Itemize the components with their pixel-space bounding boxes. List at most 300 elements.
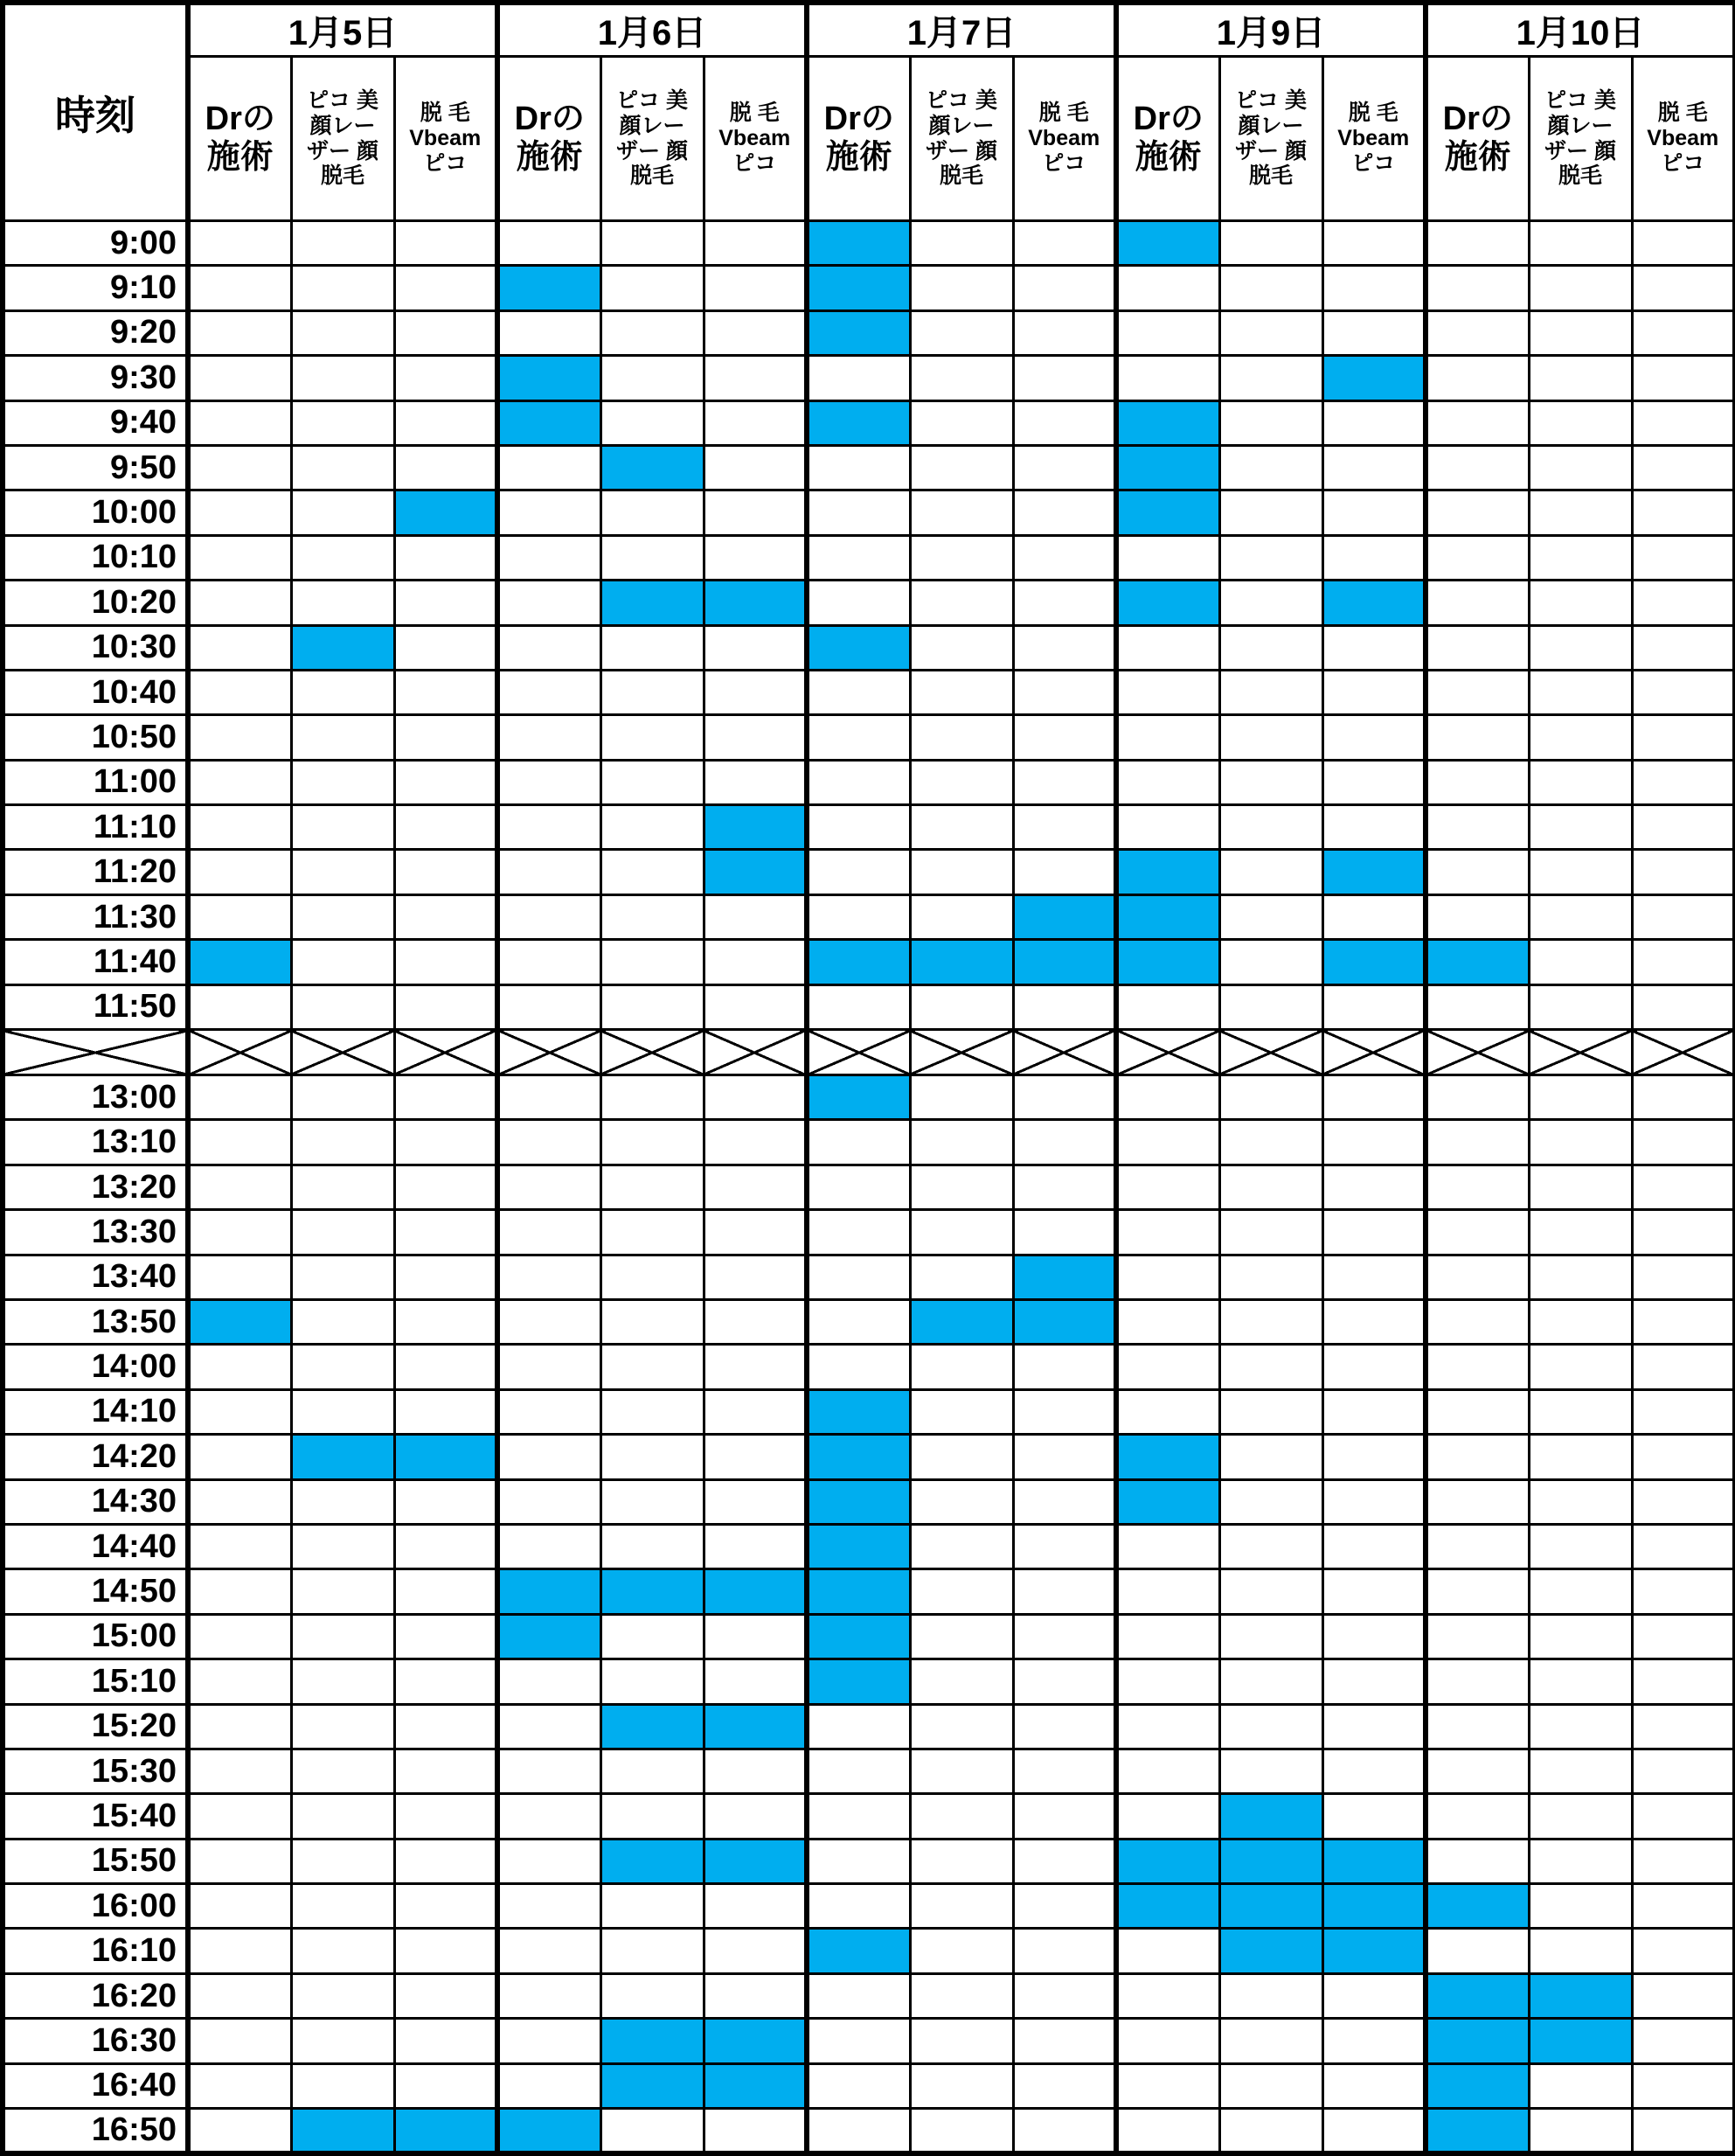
free-slot [910,535,1013,580]
booked-slot [291,2109,394,2153]
time-row [3,894,1735,939]
free-slot [497,490,600,535]
free-slot [1426,625,1529,670]
free-slot [1322,2019,1426,2063]
free-slot [1322,1255,1426,1299]
date-header: 1月9日 [1116,3,1426,57]
free-slot [1322,445,1426,490]
time-row [3,490,1735,535]
free-slot [1116,1389,1219,1434]
free-slot [1013,1479,1116,1524]
doctor-treatment-header [1426,57,1529,221]
free-slot [1426,760,1529,804]
free-slot [1632,1973,1735,2018]
free-slot [188,805,291,850]
header-text-line: Drの [823,100,894,137]
booked-slot [704,805,807,850]
free-slot [291,1075,394,1120]
free-slot [1426,221,1529,266]
booked-slot [704,2063,807,2108]
free-slot [1426,266,1529,310]
time-label: 15:20 [3,1704,188,1749]
booked-slot [1529,2019,1632,2063]
booked-slot [497,1614,600,1659]
free-slot [1322,1569,1426,1614]
time-label: 16:00 [3,1884,188,1929]
hair-removal-vbeam-header [704,57,807,221]
free-slot [497,760,600,804]
free-slot [600,1299,704,1344]
free-slot [1529,2109,1632,2153]
booked-slot [1426,2063,1529,2108]
time-label: 10:20 [3,581,188,625]
free-slot [1116,535,1219,580]
free-slot [1322,1659,1426,1704]
free-slot [1529,266,1632,310]
free-slot [910,984,1013,1029]
free-slot [600,310,704,355]
free-slot [394,310,497,355]
free-slot [1529,670,1632,714]
free-slot [1219,1569,1322,1614]
free-slot [394,1794,497,1839]
free-slot [188,356,291,400]
header-text-line: Vbeam [409,126,482,151]
free-slot [188,266,291,310]
free-slot [497,1165,600,1209]
free-slot [291,356,394,400]
free-slot [1426,670,1529,714]
crossed-out-cell [1116,1030,1219,1075]
time-row [3,2019,1735,2063]
free-slot [1426,1569,1529,1614]
free-slot [1529,400,1632,445]
booked-slot [600,2019,704,2063]
booked-slot [1426,2019,1529,2063]
free-slot [1529,535,1632,580]
free-slot [1013,445,1116,490]
free-slot [497,670,600,714]
free-slot [497,1704,600,1749]
time-row [3,1299,1735,1344]
free-slot [1529,984,1632,1029]
free-slot [1529,1120,1632,1165]
free-slot [1529,1479,1632,1524]
free-slot [1116,2063,1219,2108]
free-slot [188,1884,291,1929]
free-slot [1632,1435,1735,1479]
free-slot [704,1749,807,1793]
free-slot [188,2109,291,2153]
booked-slot [807,940,910,984]
free-slot [291,1524,394,1568]
treatment-header-row [3,57,1735,221]
hair-removal-vbeam-header [1322,57,1426,221]
free-slot [1632,1479,1735,1524]
free-slot [1013,221,1116,266]
free-slot [704,1165,807,1209]
booked-slot [807,1659,910,1704]
free-slot [1219,1524,1322,1568]
free-slot [291,535,394,580]
free-slot [394,266,497,310]
free-slot [497,1479,600,1524]
booked-slot [1116,850,1219,894]
free-slot [1013,625,1116,670]
free-slot [1219,1614,1322,1659]
free-slot [1013,356,1116,400]
free-slot [1426,1120,1529,1165]
free-slot [1219,1299,1322,1344]
free-slot [600,490,704,535]
free-slot [704,535,807,580]
free-slot [291,805,394,850]
free-slot [1219,490,1322,535]
free-slot [394,670,497,714]
free-slot [291,1345,394,1389]
time-row [3,760,1735,804]
free-slot [394,1165,497,1209]
time-row [3,940,1735,984]
free-slot [1632,625,1735,670]
free-slot [910,221,1013,266]
free-slot [807,1120,910,1165]
free-slot [188,715,291,760]
free-slot [704,2109,807,2153]
free-slot [600,1389,704,1434]
pico-facial-laser-header [910,57,1013,221]
free-slot [704,310,807,355]
free-slot [1632,1120,1735,1165]
free-slot [291,670,394,714]
free-slot [1013,1839,1116,1883]
free-slot [1426,581,1529,625]
free-slot [497,1884,600,1929]
doctor-treatment-header [497,57,600,221]
free-slot [704,445,807,490]
free-slot [394,940,497,984]
time-label: 10:00 [3,490,188,535]
free-slot [291,490,394,535]
time-label: 13:30 [3,1210,188,1255]
free-slot [1529,1839,1632,1883]
free-slot [1322,760,1426,804]
free-slot [600,1749,704,1793]
free-slot [807,1345,910,1389]
free-slot [1013,1704,1116,1749]
free-slot [1219,2063,1322,2108]
time-row [3,1479,1735,1524]
free-slot [394,535,497,580]
free-slot [1322,1749,1426,1793]
free-slot [910,2063,1013,2108]
free-slot [704,1929,807,1973]
time-label: 13:50 [3,1299,188,1344]
free-slot [910,1435,1013,1479]
free-slot [394,1255,497,1299]
time-label: 14:50 [3,1569,188,1614]
time-label: 10:30 [3,625,188,670]
header-text-line: Drの [205,100,275,137]
free-slot [394,400,497,445]
free-slot [1013,1794,1116,1839]
time-label: 10:10 [3,535,188,580]
booked-slot [807,1389,910,1434]
header-text-line: ザー 顔 [1544,138,1616,163]
time-label: 11:00 [3,760,188,804]
free-slot [188,445,291,490]
free-slot [1219,1120,1322,1165]
free-slot [1322,1524,1426,1568]
free-slot [1013,1614,1116,1659]
time-row [3,1120,1735,1165]
free-slot [1426,400,1529,445]
free-slot [291,581,394,625]
free-slot [807,535,910,580]
free-slot [704,1210,807,1255]
free-slot [910,1659,1013,1704]
free-slot [704,1479,807,1524]
free-slot [1426,1075,1529,1120]
booked-slot [600,581,704,625]
free-slot [188,1255,291,1299]
hair-removal-vbeam-header [1013,57,1116,221]
free-slot [1426,445,1529,490]
free-slot [394,984,497,1029]
free-slot [1632,1524,1735,1568]
free-slot [1116,1120,1219,1165]
booked-slot [807,1435,910,1479]
free-slot [1632,356,1735,400]
free-slot [807,715,910,760]
free-slot [291,1839,394,1883]
time-row [3,400,1735,445]
header-text-line: 脱 毛 [1038,101,1089,126]
free-slot [1322,221,1426,266]
free-slot [1219,310,1322,355]
header-text-line: ピコ 美 [616,88,688,113]
free-slot [1632,1794,1735,1839]
free-slot [1632,1884,1735,1929]
free-slot [1426,1299,1529,1344]
free-slot [1219,581,1322,625]
free-slot [1219,625,1322,670]
booked-slot [1322,850,1426,894]
booked-slot [1322,356,1426,400]
free-slot [1632,490,1735,535]
time-label: 9:00 [3,221,188,266]
free-slot [394,1389,497,1434]
free-slot [910,1704,1013,1749]
free-slot [188,2019,291,2063]
free-slot [1632,670,1735,714]
time-row [3,445,1735,490]
free-slot [497,535,600,580]
time-label: 11:10 [3,805,188,850]
free-slot [1219,2109,1322,2153]
free-slot [1219,760,1322,804]
time-row [3,805,1735,850]
free-slot [910,356,1013,400]
free-slot [1632,2109,1735,2153]
free-slot [1013,1973,1116,2018]
free-slot [600,266,704,310]
free-slot [1529,310,1632,355]
free-slot [807,984,910,1029]
free-slot [1116,1659,1219,1704]
booked-slot [1322,1929,1426,1973]
free-slot [1632,760,1735,804]
free-slot [394,894,497,939]
time-label: 9:40 [3,400,188,445]
free-slot [910,1929,1013,1973]
free-slot [1116,1614,1219,1659]
booked-slot [1426,2109,1529,2153]
free-slot [1632,2063,1735,2108]
free-slot [1013,1389,1116,1434]
free-slot [1426,1614,1529,1659]
free-slot [497,1794,600,1839]
free-slot [1219,1389,1322,1434]
free-slot [704,1524,807,1568]
free-slot [1013,2109,1116,2153]
free-slot [1632,1389,1735,1434]
free-slot [497,1524,600,1568]
time-label: 14:00 [3,1345,188,1389]
free-slot [394,1614,497,1659]
free-slot [807,1884,910,1929]
free-slot [394,1299,497,1344]
free-slot [1529,760,1632,804]
booked-slot [1116,1839,1219,1883]
free-slot [1632,400,1735,445]
crossed-out-cell [1632,1030,1735,1075]
free-slot [910,266,1013,310]
free-slot [291,1255,394,1299]
time-row [3,2063,1735,2108]
free-slot [1322,1389,1426,1434]
time-row [3,1345,1735,1389]
free-slot [1013,805,1116,850]
free-slot [1632,266,1735,310]
free-slot [497,1749,600,1793]
free-slot [497,850,600,894]
free-slot [1529,1569,1632,1614]
free-slot [1219,1075,1322,1120]
free-slot [910,445,1013,490]
free-slot [1219,1659,1322,1704]
booked-slot [497,2109,600,2153]
free-slot [1632,445,1735,490]
free-slot [1426,310,1529,355]
free-slot [1013,984,1116,1029]
free-slot [1116,984,1219,1029]
free-slot [291,2063,394,2108]
free-slot [910,1884,1013,1929]
crossed-out-cell [1529,1030,1632,1075]
free-slot [291,1704,394,1749]
free-slot [1116,760,1219,804]
free-slot [1426,1659,1529,1704]
time-row [3,356,1735,400]
time-label: 9:10 [3,266,188,310]
free-slot [188,1435,291,1479]
booked-slot [1116,445,1219,490]
crossed-out-cell [188,1030,291,1075]
free-slot [1322,1704,1426,1749]
doctor-treatment-header [1116,57,1219,221]
free-slot [291,940,394,984]
free-slot [1322,670,1426,714]
free-slot [1322,2109,1426,2153]
free-slot [1632,1210,1735,1255]
time-row [3,625,1735,670]
header-text-line: 顔レー [1238,113,1304,138]
header-text-line: ザー 顔 [1235,138,1307,163]
booked-slot [1116,1884,1219,1929]
header-text-line: ピコ 美 [1544,88,1616,113]
free-slot [188,850,291,894]
header-text-line: 顔レー [619,113,685,138]
free-slot [807,850,910,894]
free-slot [291,400,394,445]
booked-slot [1116,894,1219,939]
free-slot [291,1165,394,1209]
free-slot [1632,894,1735,939]
free-slot [1529,1704,1632,1749]
pico-facial-laser-header [1219,57,1322,221]
free-slot [600,625,704,670]
free-slot [910,490,1013,535]
free-slot [1013,1569,1116,1614]
free-slot [1632,1659,1735,1704]
free-slot [1013,1345,1116,1389]
free-slot [704,984,807,1029]
time-row [3,984,1735,1029]
free-slot [600,1929,704,1973]
free-slot [291,1794,394,1839]
free-slot [1632,1704,1735,1749]
header-text-line: 脱 毛 [1657,101,1708,126]
free-slot [188,490,291,535]
free-slot [188,670,291,714]
time-label: 11:50 [3,984,188,1029]
free-slot [910,715,1013,760]
free-slot [1116,2019,1219,2063]
pico-facial-laser-header [600,57,704,221]
free-slot [1322,1165,1426,1209]
free-slot [704,266,807,310]
free-slot [394,2063,497,2108]
free-slot [910,1749,1013,1793]
time-label: 16:10 [3,1929,188,1973]
free-slot [1322,715,1426,760]
booked-slot [704,581,807,625]
free-slot [704,670,807,714]
free-slot [600,984,704,1029]
free-slot [704,1255,807,1299]
free-slot [1529,2063,1632,2108]
booked-slot [497,1569,600,1614]
free-slot [291,1299,394,1344]
free-slot [1219,445,1322,490]
header-text-line: 顔レー [1547,113,1614,138]
free-slot [1322,1614,1426,1659]
free-slot [1529,1794,1632,1839]
free-slot [1322,894,1426,939]
free-slot [704,356,807,400]
free-slot [1013,715,1116,760]
